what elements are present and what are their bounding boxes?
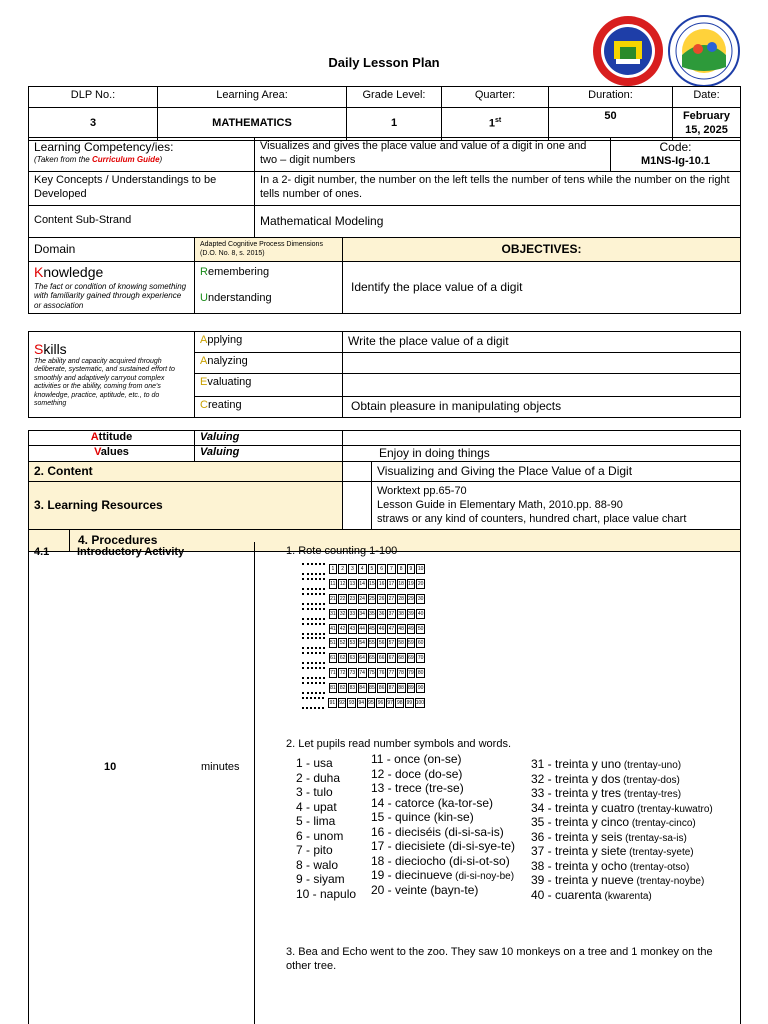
hundred-chart-cell: 68 xyxy=(398,655,404,662)
hundred-chart-cell: 32 xyxy=(339,610,346,617)
key-concepts-label: Key Concepts / Understandings to be Developed xyxy=(29,171,255,205)
resources-text xyxy=(372,481,741,529)
knowledge-table xyxy=(28,237,741,314)
number-word: 35 - treinta y cinco (trentay-cinco) xyxy=(531,815,696,829)
hundred-chart-cell: 52 xyxy=(339,640,346,647)
values-objective: Enjoy in doing things xyxy=(343,445,741,461)
number-word: 7 - pito xyxy=(296,843,333,857)
hundred-chart-cell: 77 xyxy=(388,669,395,676)
quarter-label: Quarter: xyxy=(442,87,549,108)
time-value: 10 xyxy=(104,761,117,773)
hundred-chart-cell: 31 xyxy=(330,610,336,617)
number-word: 3 - tulo xyxy=(296,785,333,799)
number-word: 8 - walo xyxy=(296,857,339,872)
understanding-label: Understanding xyxy=(200,292,272,304)
date-label: Date: xyxy=(673,87,741,108)
hundred-chart-cell: 15 xyxy=(369,581,375,588)
hundred-chart-cell: 43 xyxy=(349,625,356,632)
hundred-chart-cell: 25 xyxy=(369,595,375,602)
hundred-chart-cell: 27 xyxy=(388,595,395,602)
hundred-chart-cell: 10 xyxy=(417,566,424,573)
pronunciation: (di-si-noy-be) xyxy=(452,871,515,882)
hundred-chart-cell: 8 xyxy=(397,564,406,574)
hundred-chart-cell: 79 xyxy=(408,669,414,676)
skills-table xyxy=(28,331,741,418)
division-seal-logo xyxy=(668,15,740,87)
hundred-chart-cell: 92 xyxy=(339,699,345,706)
procedures-label: 4. Procedures xyxy=(78,532,158,547)
attitude-value: Valuing xyxy=(195,431,343,446)
duration-label: Duration: xyxy=(549,87,673,108)
number-word: 17 - diecisiete (di-si-sye-te) xyxy=(371,839,516,853)
counter-bundle-icon xyxy=(302,637,325,649)
step-rote-counting: 1. Rote counting 1-100 xyxy=(286,545,398,557)
hundred-chart-cell: 78 xyxy=(398,669,404,676)
counter-bundle-icon xyxy=(302,667,325,679)
counter-bundle-icon xyxy=(302,682,325,694)
hundred-chart-cell: 81 xyxy=(330,684,336,691)
hundred-chart-cell: 1 xyxy=(329,564,338,574)
numbers-col3 xyxy=(531,757,713,902)
sub-strand-label: Content Sub-Strand xyxy=(29,205,255,237)
sub-strand-text: Mathematical Modeling xyxy=(255,205,741,237)
hundred-chart-cell: 94 xyxy=(358,699,365,706)
hundred-chart-cell: 28 xyxy=(398,595,404,602)
hundred-chart-cell: 50 xyxy=(417,625,424,632)
number-word: 9 - siyam xyxy=(296,872,345,886)
skills-heading: Skills xyxy=(34,340,67,357)
hundred-chart-cell: 4 xyxy=(358,564,367,574)
hundred-chart-cell: 63 xyxy=(349,655,356,662)
hundred-chart-row xyxy=(302,651,426,666)
time-unit: minutes xyxy=(201,761,240,773)
hundred-chart-cell: 76 xyxy=(378,669,385,676)
hundred-chart-row xyxy=(302,592,426,607)
page-title: Daily Lesson Plan xyxy=(328,55,440,70)
values-value: Valuing xyxy=(195,445,343,461)
duration-value: 50 xyxy=(549,108,673,141)
hundred-chart-cell: 71 xyxy=(330,669,336,676)
attitude-table xyxy=(28,430,741,552)
hundred-chart-cell: 49 xyxy=(408,625,414,632)
knowledge-desc: The fact or condition of knowing something with familiarity gained through experience or association xyxy=(34,281,187,310)
hundred-chart-cell: 30 xyxy=(417,595,424,602)
hundred-chart-cell: 54 xyxy=(359,640,365,647)
hundred-chart-row xyxy=(302,666,426,681)
number-word: 37 - treinta y siete (trentay-syete) xyxy=(531,844,694,858)
attitude-label: Attitude xyxy=(29,431,195,446)
hundred-chart-cell: 96 xyxy=(377,699,384,706)
hundred-chart-cell: 48 xyxy=(398,625,404,632)
hundred-chart-cell: 20 xyxy=(417,581,424,588)
hundred-chart-cell: 82 xyxy=(339,684,346,691)
number-word: 4 - upat xyxy=(296,799,337,814)
number-word: 19 - diecinueve (di-si-noy-be) xyxy=(371,868,515,882)
remembering-label: Remembering xyxy=(200,266,270,278)
code-cell xyxy=(611,138,741,172)
hundred-chart-cell: 24 xyxy=(359,595,365,602)
hundred-chart-row xyxy=(302,562,426,577)
number-word: 18 - dieciocho (di-si-ot-so) xyxy=(371,853,510,868)
pronunciation: (trentay-syete) xyxy=(626,847,694,858)
hundred-chart-cell: 89 xyxy=(408,684,414,691)
hundred-chart-cell: 75 xyxy=(369,669,375,676)
number-word: 16 - dieciséis (di-si-sa-is) xyxy=(371,824,504,839)
analyzing-label: Analyzing xyxy=(195,353,343,374)
hundred-chart-cell: 86 xyxy=(378,684,385,691)
knowledge-process-cell xyxy=(195,262,343,314)
number-word: 33 - treinta y tres (trentay-tres) xyxy=(531,786,682,800)
skills-cell xyxy=(29,332,195,418)
hundred-chart-cell: 34 xyxy=(359,610,365,617)
hundred-chart-cell: 53 xyxy=(349,640,356,647)
hundred-chart-cell: 40 xyxy=(417,610,424,617)
intro-number: 4.1 xyxy=(34,546,50,558)
hundred-chart-cell: 60 xyxy=(417,640,424,647)
pronunciation: (trentay-noybe) xyxy=(633,876,705,887)
hundred-chart-cell: 44 xyxy=(359,625,365,632)
hundred-chart-cell: 45 xyxy=(369,625,375,632)
counter-bundle-icon xyxy=(302,623,325,635)
competency-note: (Taken from the Curriculum Guide) xyxy=(34,155,163,164)
resource-item: Lesson Guide in Elementary Math, 2010.pp. 88-90 xyxy=(377,499,623,512)
key-concepts-text: In a 2- digit number, the number on the left tells the number of tens while the number on the right tells number of ones. xyxy=(255,171,741,205)
hundred-chart-cell: 80 xyxy=(417,669,424,676)
hundred-chart-cell: 41 xyxy=(330,625,336,632)
hundred-chart-cell: 84 xyxy=(359,684,365,691)
number-word: 6 - unom xyxy=(296,828,344,843)
number-word: 2 - duha xyxy=(296,770,341,785)
hundred-chart-cell: 55 xyxy=(369,640,375,647)
learning-area-value: MATHEMATICS xyxy=(158,108,347,141)
number-word: 5 - lima xyxy=(296,814,336,828)
resource-item: straws or any kind of counters, hundred chart, place value chart xyxy=(377,513,687,526)
hundred-chart-cell: 93 xyxy=(348,699,355,706)
hundred-chart-row xyxy=(302,680,426,695)
number-word: 32 - treinta y dos (trentay-dos) xyxy=(531,771,680,786)
competency-text: Visualizes and gives the place value and value of a digit in one and two – digit numbers xyxy=(255,138,611,172)
hundred-chart-cell: 66 xyxy=(378,655,385,662)
applying-label: Applying xyxy=(195,332,343,353)
hundred-chart-cell: 18 xyxy=(398,581,404,588)
hundred-chart-cell: 35 xyxy=(369,610,375,617)
competency-label-cell xyxy=(29,138,255,172)
number-word: 11 - once (on-se) xyxy=(371,752,462,766)
analyzing-objective xyxy=(343,353,741,374)
numbers-col2 xyxy=(371,752,515,897)
hundred-chart-cell: 74 xyxy=(359,669,365,676)
knowledge-heading: Knowledge xyxy=(34,264,104,280)
knowledge-cell xyxy=(29,262,195,314)
resource-item: Worktext pp.65-70 xyxy=(377,484,467,497)
header-table xyxy=(28,86,741,141)
pronunciation: (trentay-otso) xyxy=(627,861,690,873)
hundred-chart-cell: 91 xyxy=(329,699,336,706)
hundred-chart-cell: 11 xyxy=(330,581,336,588)
pronunciation: (trentay-sa-is) xyxy=(622,832,687,844)
code-label: Code: xyxy=(659,140,692,154)
hundred-chart-cell: 99 xyxy=(406,699,413,706)
evaluating-objective xyxy=(343,374,741,397)
hundred-chart-cell: 87 xyxy=(388,684,395,691)
hundred-chart-cell: 14 xyxy=(359,581,365,588)
hundred-chart-cell: 21 xyxy=(330,595,336,602)
hundred-chart-cell: 13 xyxy=(349,581,356,588)
number-word: 38 - treinta y ocho (trentay-otso) xyxy=(531,858,690,873)
code-value: M1NS-Ig-10.1 xyxy=(640,155,711,167)
counter-bundle-icon xyxy=(302,697,324,709)
pronunciation: (kwarenta) xyxy=(601,890,652,902)
step-read-numbers: 2. Let pupils read number symbols and words. xyxy=(286,738,512,750)
attitude-objective xyxy=(343,431,741,446)
hundred-chart-cell: 85 xyxy=(369,684,375,691)
content-label: 2. Content xyxy=(29,461,343,481)
evaluating-label: Evaluating xyxy=(195,374,343,397)
creating-objective: Obtain pleasure in manipulating objects xyxy=(343,397,741,418)
knowledge-objective: Identify the place value of a digit xyxy=(343,262,741,314)
hundred-chart-cell: 33 xyxy=(349,610,356,617)
hundred-chart-cell: 56 xyxy=(378,640,385,647)
applying-objective: Write the place value of a digit xyxy=(343,332,741,353)
number-word: 40 - cuarenta (kwarenta) xyxy=(531,887,652,902)
number-word: 14 - catorce (ka-tor-se) xyxy=(371,795,494,810)
number-word: 1 - usa xyxy=(296,756,333,770)
counter-bundle-icon xyxy=(302,593,325,605)
pronunciation: (trentay-kuwatro) xyxy=(634,803,713,815)
dlp-no-label: DLP No.: xyxy=(29,87,158,108)
hundred-chart-cell: 3 xyxy=(348,564,357,574)
adapted-process-label: Adapted Cognitive Process Dimensions (D.O. No. 8, s. 2015) xyxy=(195,238,343,262)
dlp-no-value: 3 xyxy=(29,108,158,141)
number-word: 39 - treinta y nueve (trentay-noybe) xyxy=(531,873,705,887)
counter-bundle-icon xyxy=(302,563,325,575)
hundred-chart-cell: 36 xyxy=(378,610,385,617)
hundred-chart-cell: 59 xyxy=(408,640,414,647)
competency-label: Learning Competency/ies: xyxy=(34,140,174,154)
hundred-chart-cell: 95 xyxy=(368,699,374,706)
intro-label: Introductory Activity xyxy=(77,546,185,558)
hundred-chart-cell: 100 xyxy=(415,699,425,706)
hundred-chart-cell: 69 xyxy=(408,655,414,662)
values-label: Values xyxy=(29,445,195,461)
pronunciation: (trentay-uno) xyxy=(621,760,682,771)
skills-desc: The ability and capacity acquired through deliberate, systematic, and sustained effort to smoothly and adaptively carryout complex activities or the ability, coming from one's knowledge, practice, aptitude, etc., to do something xyxy=(34,358,175,408)
hundred-chart-row xyxy=(302,636,426,651)
resources-label: 3. Learning Resources xyxy=(29,481,343,529)
hundred-chart-cell: 39 xyxy=(408,610,414,617)
creating-label: Creating xyxy=(195,397,343,418)
pronunciation: (trentay-cinco) xyxy=(629,818,696,829)
grade-level-label: Grade Level: xyxy=(347,87,442,108)
hundred-chart-cell: 73 xyxy=(349,669,356,676)
school-seal-logo xyxy=(592,15,664,87)
hundred-chart-cell: 37 xyxy=(388,610,395,617)
number-word: 34 - treinta y cuatro (trentay-kuwatro) xyxy=(531,800,713,815)
hundred-chart-cell: 88 xyxy=(398,684,404,691)
hundred-chart-row xyxy=(302,695,426,710)
hundred-chart-row xyxy=(302,621,426,636)
hundred-chart-cell: 22 xyxy=(339,595,346,602)
hundred-chart-cell: 70 xyxy=(417,655,424,662)
hundred-chart-cell: 26 xyxy=(378,595,385,602)
date-value: February 15, 2025 xyxy=(673,108,741,141)
hundred-chart-cell: 9 xyxy=(407,564,416,574)
domain-label: Domain xyxy=(29,238,195,262)
hundred-chart-cell: 62 xyxy=(339,655,346,662)
hundred-chart xyxy=(302,562,426,710)
hundred-chart-cell: 58 xyxy=(398,640,404,647)
hundred-chart-cell: 19 xyxy=(408,581,414,588)
number-word: 13 - trece (tre-se) xyxy=(371,781,464,795)
hundred-chart-cell: 61 xyxy=(330,655,336,662)
hundred-chart-cell: 42 xyxy=(339,625,346,632)
hundred-chart-cell: 65 xyxy=(369,655,375,662)
content-text: Visualizing and Giving the Place Value of a Digit xyxy=(372,461,741,481)
hundred-chart-cell: 16 xyxy=(378,581,385,588)
step-zoo-story: 3. Bea and Echo went to the zoo. They saw 10 monkeys on a tree and 1 monkey on the other tree. xyxy=(286,946,713,973)
counter-bundle-icon xyxy=(302,608,325,620)
hundred-chart-cell: 46 xyxy=(378,625,385,632)
numbers-col1 xyxy=(296,756,356,901)
hundred-chart-cell: 12 xyxy=(339,581,346,588)
procedures-divider xyxy=(254,542,255,1024)
hundred-chart-cell: 7 xyxy=(387,564,396,574)
hundred-chart-cell: 47 xyxy=(388,625,395,632)
number-word: 15 - quince (kin-se) xyxy=(371,810,474,824)
number-word: 36 - treinta y seis (trentay-sa-is) xyxy=(531,829,687,844)
hundred-chart-cell: 51 xyxy=(330,640,336,647)
counter-bundle-icon xyxy=(302,652,325,664)
counter-bundle-icon xyxy=(302,578,325,590)
pronunciation: (trentay-dos) xyxy=(620,774,680,786)
hundred-chart-cell: 57 xyxy=(388,640,395,647)
hundred-chart-row xyxy=(302,606,426,621)
hundred-chart-cell: 67 xyxy=(388,655,395,662)
competency-table xyxy=(28,137,741,238)
hundred-chart-cell: 90 xyxy=(417,684,424,691)
hundred-chart-cell: 29 xyxy=(408,595,414,602)
hundred-chart-row xyxy=(302,577,426,592)
hundred-chart-cell: 72 xyxy=(339,669,346,676)
objectives-label: OBJECTIVES: xyxy=(343,238,741,262)
hundred-chart-cell: 38 xyxy=(398,610,404,617)
hundred-chart-cell: 2 xyxy=(338,564,347,574)
hundred-chart-cell: 97 xyxy=(387,699,393,706)
hundred-chart-cell: 17 xyxy=(388,581,395,588)
hundred-chart-cell: 64 xyxy=(359,655,365,662)
learning-area-label: Learning Area: xyxy=(158,87,347,108)
hundred-chart-cell: 98 xyxy=(396,699,403,706)
hundred-chart-cell: 83 xyxy=(349,684,356,691)
quarter-value: 1st xyxy=(442,108,549,141)
hundred-chart-cell: 6 xyxy=(377,564,386,574)
hundred-chart-cell: 5 xyxy=(368,564,377,574)
number-word: 20 - veinte (bayn-te) xyxy=(371,882,479,897)
number-word: 12 - doce (do-se) xyxy=(371,766,463,781)
pronunciation: (trentay-tres) xyxy=(621,789,682,800)
grade-level-value: 1 xyxy=(347,108,442,141)
hundred-chart-cell: 23 xyxy=(349,595,356,602)
number-word: 10 - napulo xyxy=(296,886,357,901)
number-word: 31 - treinta y uno (trentay-uno) xyxy=(531,757,682,771)
